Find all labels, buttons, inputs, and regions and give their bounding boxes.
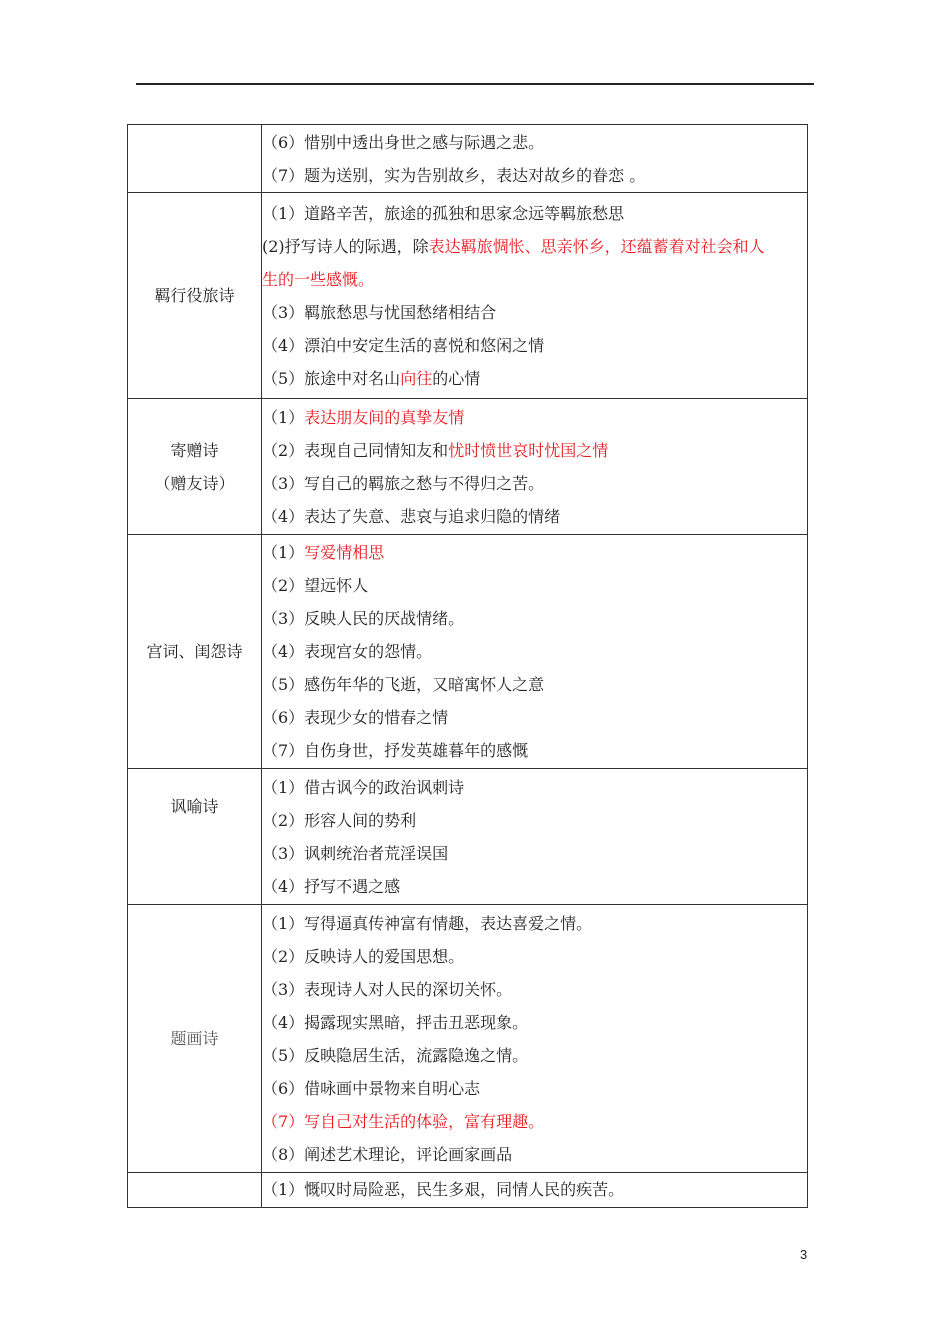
list-item: （1）写得逼真传神富有情趣，表达喜爱之情。 [262,913,593,933]
table-row [128,193,808,399]
item-text: （1） [262,407,305,427]
items-cell [262,1173,808,1208]
highlighted-text: （7）写自己对生活的体验，富有理趣。 [262,1111,545,1131]
list-item: （3）讽刺统治者荒淫误国 [262,843,449,863]
poem-category-table [127,124,808,1208]
category-cell [128,125,262,193]
list-item: （7）题为送别，实为告别故乡，表达对故乡的眷恋 。 [262,165,646,185]
highlighted-text: 表达朋友间的真挚友情 [304,407,465,427]
table-row [128,125,808,193]
table-row [128,1173,808,1208]
items-cell [262,535,808,769]
list-item: （7）自伤身世，抒发英雄暮年的感慨 [262,741,529,760]
category-cell [128,1173,262,1208]
list-item: （2）望远怀人 [262,576,369,595]
table-row [128,905,808,1173]
list-item: （4）表达了失意、悲哀与追求归隐的情绪 [262,506,561,526]
list-item: （4）表现宫女的怨情。 [262,642,433,661]
items-cell [262,769,808,905]
list-item: （4）漂泊中安定生活的喜悦和悠闲之情 [262,335,545,355]
list-item: （5）感伤年华的飞逝，又暗寓怀人之意 [262,675,545,694]
highlighted-text: 向往 [400,368,433,388]
item-text: （2）表现自己同情知友和 [262,440,449,460]
highlighted-text: 生的一些感慨。 [262,269,375,289]
list-item: （6）借咏画中景物来自明心志 [262,1078,481,1098]
list-item: （2）形容人间的势利 [262,810,417,830]
category-cell: 羁行役旅诗 [128,193,262,399]
header-rule [136,83,814,85]
item-text: (2)抒写诗人的际遇，除 [262,236,429,256]
item-text: （5）旅途中对名山 [262,368,401,388]
highlighted-text: 忧时愤世哀时忧国之情 [448,440,609,460]
items-cell [262,399,808,535]
list-item: （1）慨叹时局险恶，民生多艰，同情人民的疾苦。 [262,1180,625,1199]
highlighted-text: 表达羁旅惆怅、思亲怀乡，还蕴蓄着对社会和人 [428,236,765,256]
list-item: （3）表现诗人对人民的深切关怀。 [262,979,513,999]
list-item: （4）抒写不遇之感 [262,876,401,896]
table-row [128,535,808,769]
category-cell: 宫词、闺怨诗 [128,535,262,769]
list-item: （6）惜别中透出身世之感与际遇之悲。 [262,132,545,152]
highlighted-text: 写爱情相思 [304,543,385,562]
list-item: （4）揭露现实黑暗，抨击丑恶现象。 [262,1012,529,1032]
list-item: （3）反映人民的厌战情绪。 [262,609,465,628]
list-item [262,536,807,569]
items-cell [262,193,808,399]
list-item [262,401,807,434]
list-item: （2）反映诗人的爱国思想。 [262,946,465,966]
list-item: （6）表现少女的惜春之情 [262,708,449,727]
list-item: （5）反映隐居生活，流露隐逸之情。 [262,1045,529,1065]
list-item [262,230,807,263]
page-number: 3 [800,1247,808,1262]
list-item: （1）借古讽今的政治讽刺诗 [262,777,465,797]
list-item [262,362,807,395]
category-cell: 讽喻诗 [128,769,262,905]
category-cell [128,399,262,535]
table-row [128,769,808,905]
list-item: （3）羁旅愁思与忧国愁绪相结合 [262,302,497,322]
category-cell: 题画诗 [128,905,262,1173]
item-text: （1） [262,543,305,562]
items-cell [262,905,808,1173]
category-label: （赠友诗） [154,473,235,493]
items-cell [262,125,808,193]
list-item: （8）阐述艺术理论，评论画家画品 [262,1144,513,1164]
list-item: （3）写自己的羁旅之愁与不得归之苦。 [262,473,545,493]
list-item [262,434,807,467]
category-label: 寄赠诗 [170,440,219,460]
table-row [128,399,808,535]
list-item: （1）道路辛苦，旅途的孤独和思家念远等羁旅愁思 [262,203,625,223]
item-text: 的心情 [432,368,481,388]
